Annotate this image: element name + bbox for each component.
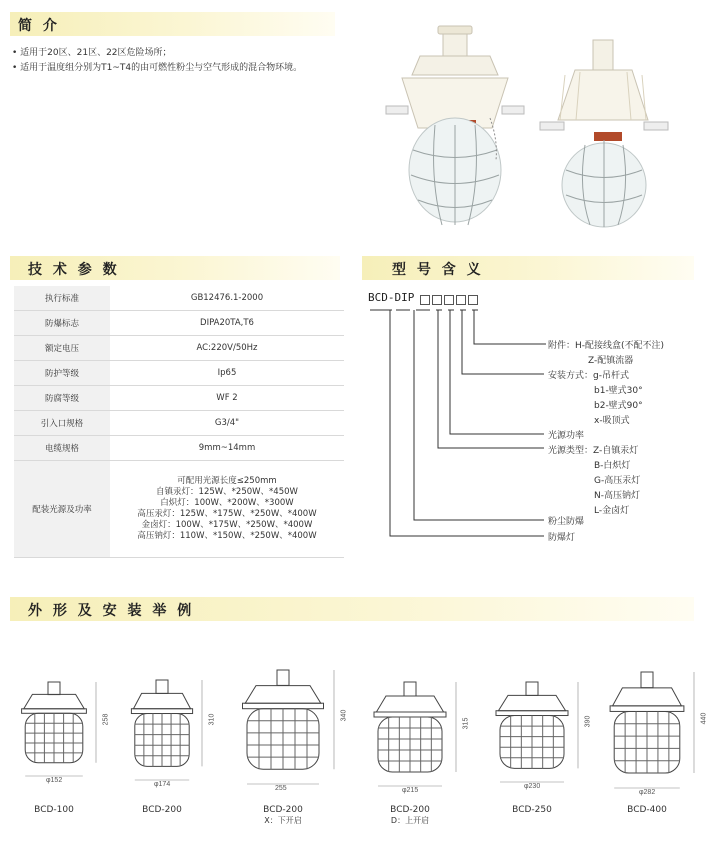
intro-section-bar xyxy=(10,12,335,36)
spec-value xyxy=(110,286,344,311)
outline-caption xyxy=(365,805,455,826)
model-label: Z-配镇流器 xyxy=(588,356,634,366)
outline-model-name: BCD-100 xyxy=(34,805,74,815)
model-label: G-高压汞灯 xyxy=(594,476,641,486)
outline-lamp-drawing xyxy=(606,670,712,802)
outline-caption xyxy=(602,805,692,815)
spec-key: 引入口规格 xyxy=(14,411,110,436)
model-diagram xyxy=(362,286,702,576)
model-label: 附件：H-配接线盒(不配不注) xyxy=(548,341,665,351)
spec-value xyxy=(110,461,344,558)
outline-model-name: BCD-400 xyxy=(627,805,667,815)
outline-lamp-drawing xyxy=(128,678,220,794)
intro-item: • 适用于20区、21区、22区危险场所； xyxy=(12,46,302,61)
spec-value-line: DIPA20TA,T6 xyxy=(200,317,254,328)
intro-item: • 适用于温度组分别为T1~T4的由可燃性粉尘与空气形成的混合物环境。 xyxy=(12,61,302,76)
spec-row xyxy=(14,336,344,361)
model-label: 光源功率 xyxy=(548,431,585,441)
outline-lamp-drawing xyxy=(370,680,474,800)
spec-value-line: 高压汞灯：125W、*175W、*250W、*400W xyxy=(137,509,317,519)
outline-model-note: X：下开启 xyxy=(264,816,302,825)
spec-value-line: 自镇汞灯：125W、*250W、*450W xyxy=(156,487,298,497)
spec-key: 防腐等级 xyxy=(14,386,110,411)
outline-model-name: BCD-200 xyxy=(263,805,303,815)
spec-value xyxy=(110,386,344,411)
outline-diameter-dim: φ152 xyxy=(46,777,63,784)
model-label: 光源类型：Z-自镇汞灯 xyxy=(548,446,639,456)
outline-caption xyxy=(238,805,328,826)
outline-caption xyxy=(9,805,99,815)
outline-height-dim: 440 xyxy=(700,712,708,725)
spec-value xyxy=(110,336,344,361)
model-code: BCD-DIP xyxy=(368,291,415,304)
model-label: 安装方式：g-吊杆式 xyxy=(548,371,629,381)
outline-diameter-dim: φ215 xyxy=(402,787,419,794)
outline-model-name: BCD-200 xyxy=(142,805,182,815)
outline-caption xyxy=(117,805,207,815)
spec-row xyxy=(14,461,344,558)
spec-key: 额定电压 xyxy=(14,336,110,361)
spec-row xyxy=(14,311,344,336)
spec-key: 防护等级 xyxy=(14,361,110,386)
lamp-photo-left xyxy=(386,26,524,225)
model-label: 粉尘防爆 xyxy=(548,517,585,527)
spec-value-line: 高压钠灯：110W、*150W、*250W、*400W xyxy=(137,531,317,541)
intro-title: 简 介 xyxy=(18,18,60,34)
model-label: x-吸顶式 xyxy=(594,416,630,426)
model-label: N-高压钠灯 xyxy=(594,491,640,501)
spec-value-line: 白炽灯：100W、*200W、*300W xyxy=(160,498,294,508)
spec-value-line: GB12476.1-2000 xyxy=(190,292,264,303)
model-label: B-白炽灯 xyxy=(594,461,631,471)
outline-section-bar xyxy=(10,597,694,621)
outline-diameter-dim: φ174 xyxy=(154,781,171,788)
outline-model-name: BCD-250 xyxy=(512,805,552,815)
spec-value xyxy=(110,311,344,336)
outline-height-dim: 390 xyxy=(584,716,592,728)
spec-value-line: G3/4" xyxy=(214,417,240,428)
spec-value-line: Ip65 xyxy=(217,367,237,378)
spec-value xyxy=(110,436,344,461)
spec-row xyxy=(14,286,344,311)
spec-value-line: AC:220V/50Hz xyxy=(196,342,258,353)
outline-caption xyxy=(487,805,577,815)
outline-height-dim: 310 xyxy=(208,714,216,726)
spec-key: 电缆规格 xyxy=(14,436,110,461)
model-leader-lines xyxy=(362,286,702,576)
outline-height-dim: 258 xyxy=(102,713,110,726)
outline-diameter-dim: φ282 xyxy=(639,789,656,796)
spec-key: 配装光源及功率 xyxy=(14,461,110,558)
outline-lamp-drawing xyxy=(238,668,352,798)
spec-key: 执行标准 xyxy=(14,286,110,311)
outline-title: 外 形 及 安 装 举 例 xyxy=(28,603,195,619)
outline-model-name: BCD-200 xyxy=(390,805,430,815)
outline-diameter-dim: 255 xyxy=(275,785,287,792)
spec-value-line: WF 2 xyxy=(216,392,238,403)
model-label: b2-壁式90° xyxy=(594,401,643,411)
spec-value xyxy=(110,361,344,386)
outline-model-note: D：上开启 xyxy=(390,816,430,825)
outline-lamp-drawing xyxy=(492,680,596,796)
spec-title: 技 术 参 数 xyxy=(28,262,120,278)
spec-key: 防爆标志 xyxy=(14,311,110,336)
outline-height-dim: 315 xyxy=(462,717,470,730)
spec-row xyxy=(14,361,344,386)
model-label: 防爆灯 xyxy=(548,533,576,543)
spec-row xyxy=(14,386,344,411)
spec-section-bar xyxy=(10,256,340,280)
model-label: L-金卤灯 xyxy=(594,506,630,516)
model-section-bar xyxy=(362,256,694,280)
outline-lamp-drawing xyxy=(18,680,114,790)
outline-diameter-dim: φ230 xyxy=(524,783,541,790)
model-label: b1-壁式30° xyxy=(594,386,643,396)
spec-value-line: 金卤灯：100W、*175W、*250W、*400W xyxy=(141,520,313,530)
intro-list xyxy=(12,46,302,76)
model-title: 型 号 含 义 xyxy=(392,262,484,278)
product-photo xyxy=(380,20,680,235)
spec-row xyxy=(14,436,344,461)
spec-table xyxy=(14,286,344,558)
lamp-photo-right xyxy=(540,40,668,227)
spec-value xyxy=(110,411,344,436)
outline-height-dim: 340 xyxy=(340,709,348,722)
spec-value-line: 9mm~14mm xyxy=(198,442,256,453)
spec-row xyxy=(14,411,344,436)
spec-value-line: 可配用光源长度≤250mm xyxy=(177,476,277,486)
